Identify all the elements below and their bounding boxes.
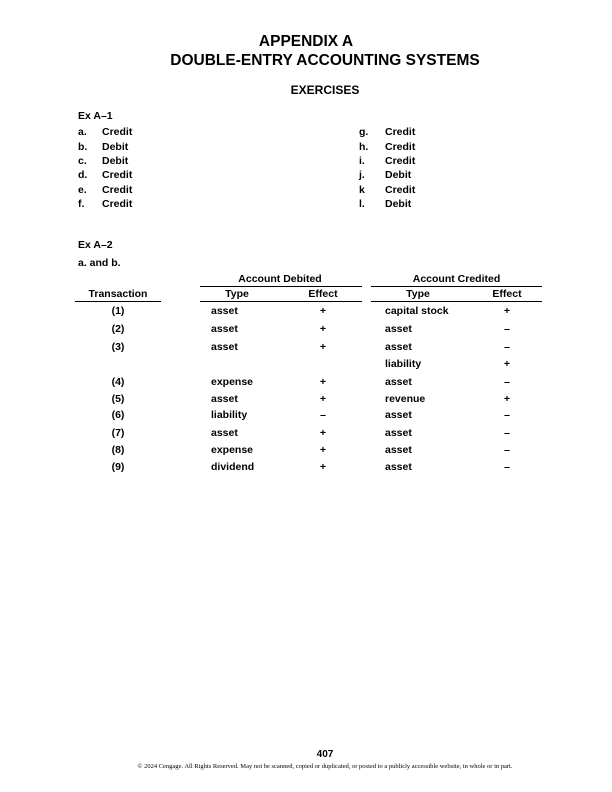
debit-effect: + xyxy=(319,393,327,405)
header-debit-type: Type xyxy=(225,288,249,300)
answer-letter: a. xyxy=(78,126,87,138)
credit-effect: – xyxy=(504,427,510,439)
credit-type: asset xyxy=(385,376,412,388)
answer-value: Credit xyxy=(102,126,133,138)
answer-value: Credit xyxy=(385,184,416,196)
section-heading: EXERCISES xyxy=(290,83,360,97)
answer-letter: i. xyxy=(359,155,365,167)
answer-letter: d. xyxy=(78,169,88,181)
answer-value: Credit xyxy=(102,169,133,181)
debit-type: asset xyxy=(211,323,238,335)
credit-type: capital stock xyxy=(385,305,449,317)
page-number: 407 xyxy=(316,749,334,760)
transaction-number: (4) xyxy=(111,376,125,388)
credit-type: asset xyxy=(385,461,412,473)
divider-credited xyxy=(371,286,542,287)
credit-effect: – xyxy=(504,409,510,421)
appendix-title: APPENDIX A xyxy=(258,33,354,50)
credit-type: asset xyxy=(385,444,412,456)
credit-type: revenue xyxy=(385,393,426,405)
debit-type: asset xyxy=(211,341,238,353)
debit-effect: + xyxy=(319,305,327,317)
copyright-notice: © 2024 Cengage. All Rights Reserved. May not be scanned, copied or duplicated, or posted to a publicly accessible website, in whole or in part. xyxy=(137,763,513,770)
answer-value: Credit xyxy=(385,155,416,167)
transaction-number: (2) xyxy=(111,323,125,335)
header-account-credited: Account Credited xyxy=(412,273,501,285)
credit-type: asset xyxy=(385,341,412,353)
divider-debited xyxy=(200,286,362,287)
transaction-number: (3) xyxy=(111,341,125,353)
credit-type: asset xyxy=(385,427,412,439)
credit-effect: + xyxy=(503,358,511,370)
transaction-number: (1) xyxy=(111,305,125,317)
debit-effect: + xyxy=(319,444,327,456)
debit-effect: + xyxy=(319,341,327,353)
credit-effect: + xyxy=(503,305,511,317)
transaction-number: (7) xyxy=(111,427,125,439)
debit-effect: – xyxy=(320,409,326,421)
header-debit-effect: Effect xyxy=(308,288,338,300)
credit-effect: – xyxy=(504,341,510,353)
transaction-number: (5) xyxy=(111,393,125,405)
answer-letter: k xyxy=(359,184,365,196)
credit-type: asset xyxy=(385,409,412,421)
header-account-debited: Account Debited xyxy=(238,273,322,285)
answer-value: Debit xyxy=(385,169,412,181)
answer-letter: l. xyxy=(359,198,365,210)
answer-letter: e. xyxy=(78,184,87,196)
exercise-a2-label: Ex A–2 xyxy=(78,239,113,251)
credit-effect: – xyxy=(504,461,510,473)
debit-type: expense xyxy=(211,376,254,388)
credit-effect: – xyxy=(504,444,510,456)
answer-value: Credit xyxy=(385,141,416,153)
answer-value: Debit xyxy=(385,198,412,210)
debit-type: asset xyxy=(211,305,238,317)
header-transaction: Transaction xyxy=(88,288,148,300)
answer-letter: c. xyxy=(78,155,87,167)
header-credit-effect: Effect xyxy=(492,288,522,300)
answer-letter: g. xyxy=(359,126,369,138)
debit-type: asset xyxy=(211,427,238,439)
answer-letter: h. xyxy=(359,141,369,153)
chapter-title: DOUBLE-ENTRY ACCOUNTING SYSTEMS xyxy=(170,52,480,69)
answer-value: Debit xyxy=(102,141,129,153)
transaction-number: (9) xyxy=(111,461,125,473)
answer-letter: f. xyxy=(78,198,85,210)
debit-effect: + xyxy=(319,323,327,335)
credit-type: liability xyxy=(385,358,422,370)
credit-effect: – xyxy=(504,376,510,388)
debit-type: expense xyxy=(211,444,254,456)
answer-letter: j. xyxy=(359,169,365,181)
exercise-a1-label: Ex A–1 xyxy=(78,110,113,122)
answer-letter: b. xyxy=(78,141,88,153)
debit-type: dividend xyxy=(211,461,255,473)
debit-type: asset xyxy=(211,393,238,405)
transaction-number: (8) xyxy=(111,444,125,456)
underline-transaction xyxy=(75,301,161,302)
debit-effect: + xyxy=(319,427,327,439)
debit-effect: + xyxy=(319,376,327,388)
debit-effect: + xyxy=(319,461,327,473)
credit-effect: – xyxy=(504,323,510,335)
answer-value: Credit xyxy=(102,198,133,210)
underline-credit xyxy=(371,301,542,302)
answer-value: Debit xyxy=(102,155,129,167)
header-credit-type: Type xyxy=(406,288,430,300)
transaction-number: (6) xyxy=(111,409,125,421)
credit-effect: + xyxy=(503,393,511,405)
answer-value: Credit xyxy=(102,184,133,196)
answer-value: Credit xyxy=(385,126,416,138)
exercise-a2-sublabel: a. and b. xyxy=(78,257,121,269)
credit-type: asset xyxy=(385,323,412,335)
underline-debit xyxy=(200,301,362,302)
debit-type: liability xyxy=(211,409,248,421)
